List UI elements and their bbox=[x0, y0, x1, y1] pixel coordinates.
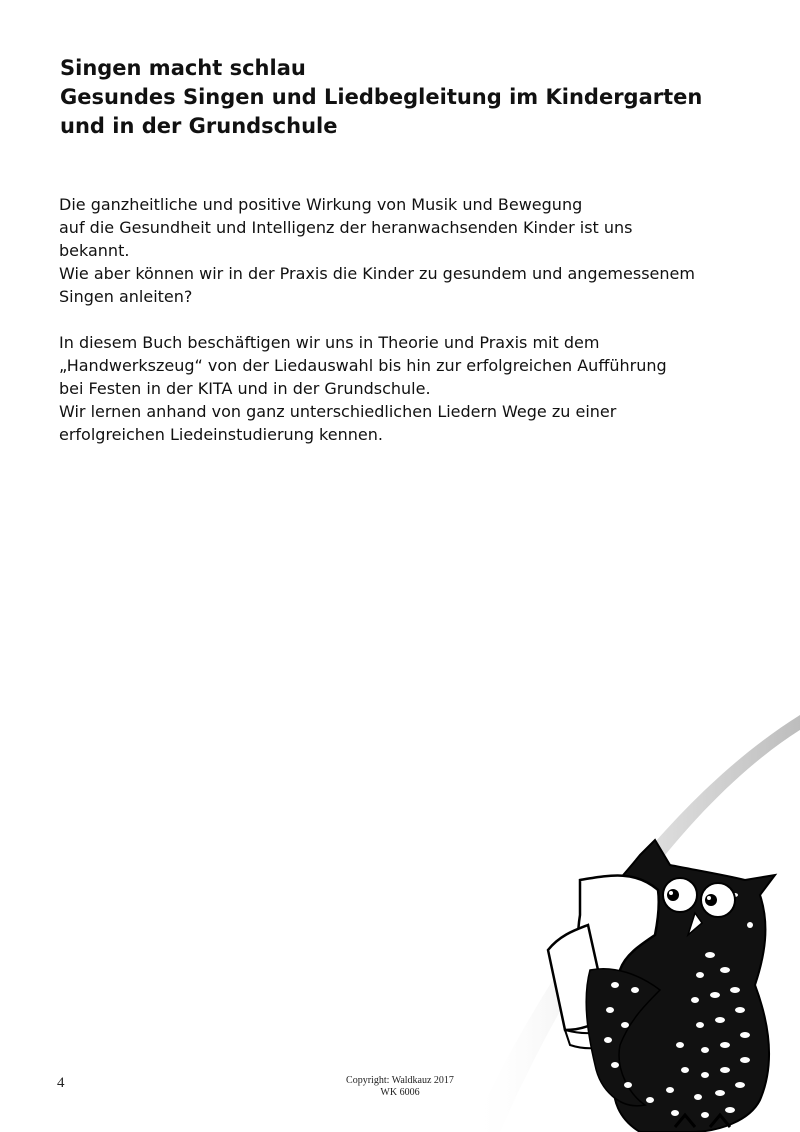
copyright-line: Copyright: Waldkauz 2017 bbox=[346, 1075, 454, 1086]
page-title: Singen macht schlau bbox=[60, 56, 306, 80]
page-subtitle: Gesundes Singen und Liedbegleitung im Kindergarten bbox=[60, 85, 703, 109]
owl-with-book-icon bbox=[520, 835, 800, 1132]
paragraph-intro bbox=[59, 193, 779, 308]
text-line: Wir lernen anhand von ganz unterschiedlichen Liedern Wege zu einer bbox=[59, 402, 617, 421]
text-line: auf die Gesundheit und Intelligenz der heranwachsenden Kinder ist uns bbox=[59, 218, 633, 237]
text-line: Singen anleiten? bbox=[59, 287, 193, 306]
body-text bbox=[59, 193, 779, 469]
text-line: bei Festen in der KITA und in der Grundschule. bbox=[59, 379, 431, 398]
page-subtitle-continued: und in der Grundschule bbox=[60, 114, 338, 138]
text-line: erfolgreichen Liedeinstudierung kennen. bbox=[59, 425, 383, 444]
page-number: 4 bbox=[57, 1075, 65, 1091]
text-line: Die ganzheitliche und positive Wirkung von Musik und Bewegung bbox=[59, 195, 583, 214]
text-line: „Handwerkszeug“ von der Liedauswahl bis hin zur erfolgreichen Aufführung bbox=[59, 356, 667, 375]
catalog-number: WK 6006 bbox=[380, 1087, 420, 1098]
text-line: In diesem Buch beschäftigen wir uns in Theorie und Praxis mit dem bbox=[59, 333, 600, 352]
copyright-notice bbox=[300, 1075, 500, 1099]
heading-block bbox=[60, 54, 760, 141]
text-line: Wie aber können wir in der Praxis die Kinder zu gesundem und angemessenem bbox=[59, 264, 695, 283]
paragraph-book-content bbox=[59, 331, 779, 446]
text-line: bekannt. bbox=[59, 241, 130, 260]
